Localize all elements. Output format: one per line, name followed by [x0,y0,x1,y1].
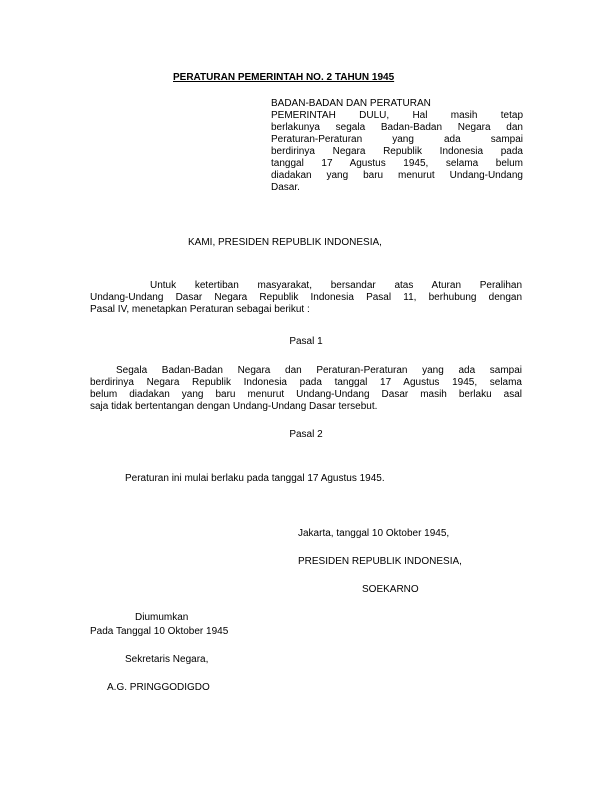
considerations-line: Pasal IV, menetapkan Peraturan sebagai berikut : [90,304,310,315]
preamble-line: Peraturan-Peraturan yang ada sampai [271,134,523,145]
preamble-line: PEMERINTAH DULU, Hal masih tetap [271,110,523,121]
considerations-line: Undang-Undang Dasar Negara Republik Indonesia Pasal 11, berhubung dengan [90,292,522,303]
preamble-line: Dasar. [271,182,300,193]
pasal-1-paragraph [90,365,522,413]
preamble-block [271,98,523,194]
considerations-line: Untuk ketertiban masyarakat, bersandar atas Aturan Peralihan [150,280,522,291]
pasal-1-line: belum diadakan yang baru menurut Undang-Undang Dasar masih berlaku asal [90,389,522,400]
pasal-2-heading: Pasal 2 [289,429,323,440]
signature-name: SOEKARNO [362,584,419,595]
pasal-1-line: saja tidak bertentangan dengan Undang-Undang Dasar tersebut. [90,401,378,412]
considerations-paragraph [90,280,522,316]
pasal-1-line: Segala Badan-Badan Negara dan Peraturan-Peraturan yang ada sampai [116,365,522,376]
signature-place-date: Jakarta, tanggal 10 Oktober 1945, [298,528,450,539]
pasal-1-line: berdirinya Negara Republik Indonesia pada tanggal 17 Agustus 1945, selama [90,377,522,388]
announcement-label: Diumumkan [135,612,189,623]
preamble-line: tanggal 17 Agustus 1945, selama belum [271,158,523,169]
pasal-2-text: Peraturan ini mulai berlaku pada tanggal 17 Agustus 1945. [125,473,385,484]
kami-heading: KAMI, PRESIDEN REPUBLIK INDONESIA, [188,237,382,248]
preamble-line: diadakan yang baru menurut Undang-Undang [271,170,523,181]
preamble-line: BADAN-BADAN DAN PERATURAN [271,98,431,109]
pasal-1-heading: Pasal 1 [289,336,323,347]
signature-office: PRESIDEN REPUBLIK INDONESIA, [298,556,462,567]
secretary-name: A.G. PRINGGODIGDO [107,682,210,693]
announcement-date: Pada Tanggal 10 Oktober 1945 [90,626,229,637]
preamble-line: berdirinya Negara Republik Indonesia pada [271,146,523,157]
preamble-line: berlakunya segala Badan-Badan Negara dan [271,122,523,133]
document-title: PERATURAN PEMERINTAH NO. 2 TAHUN 1945 [173,72,395,83]
secretary-office: Sekretaris Negara, [125,654,209,665]
